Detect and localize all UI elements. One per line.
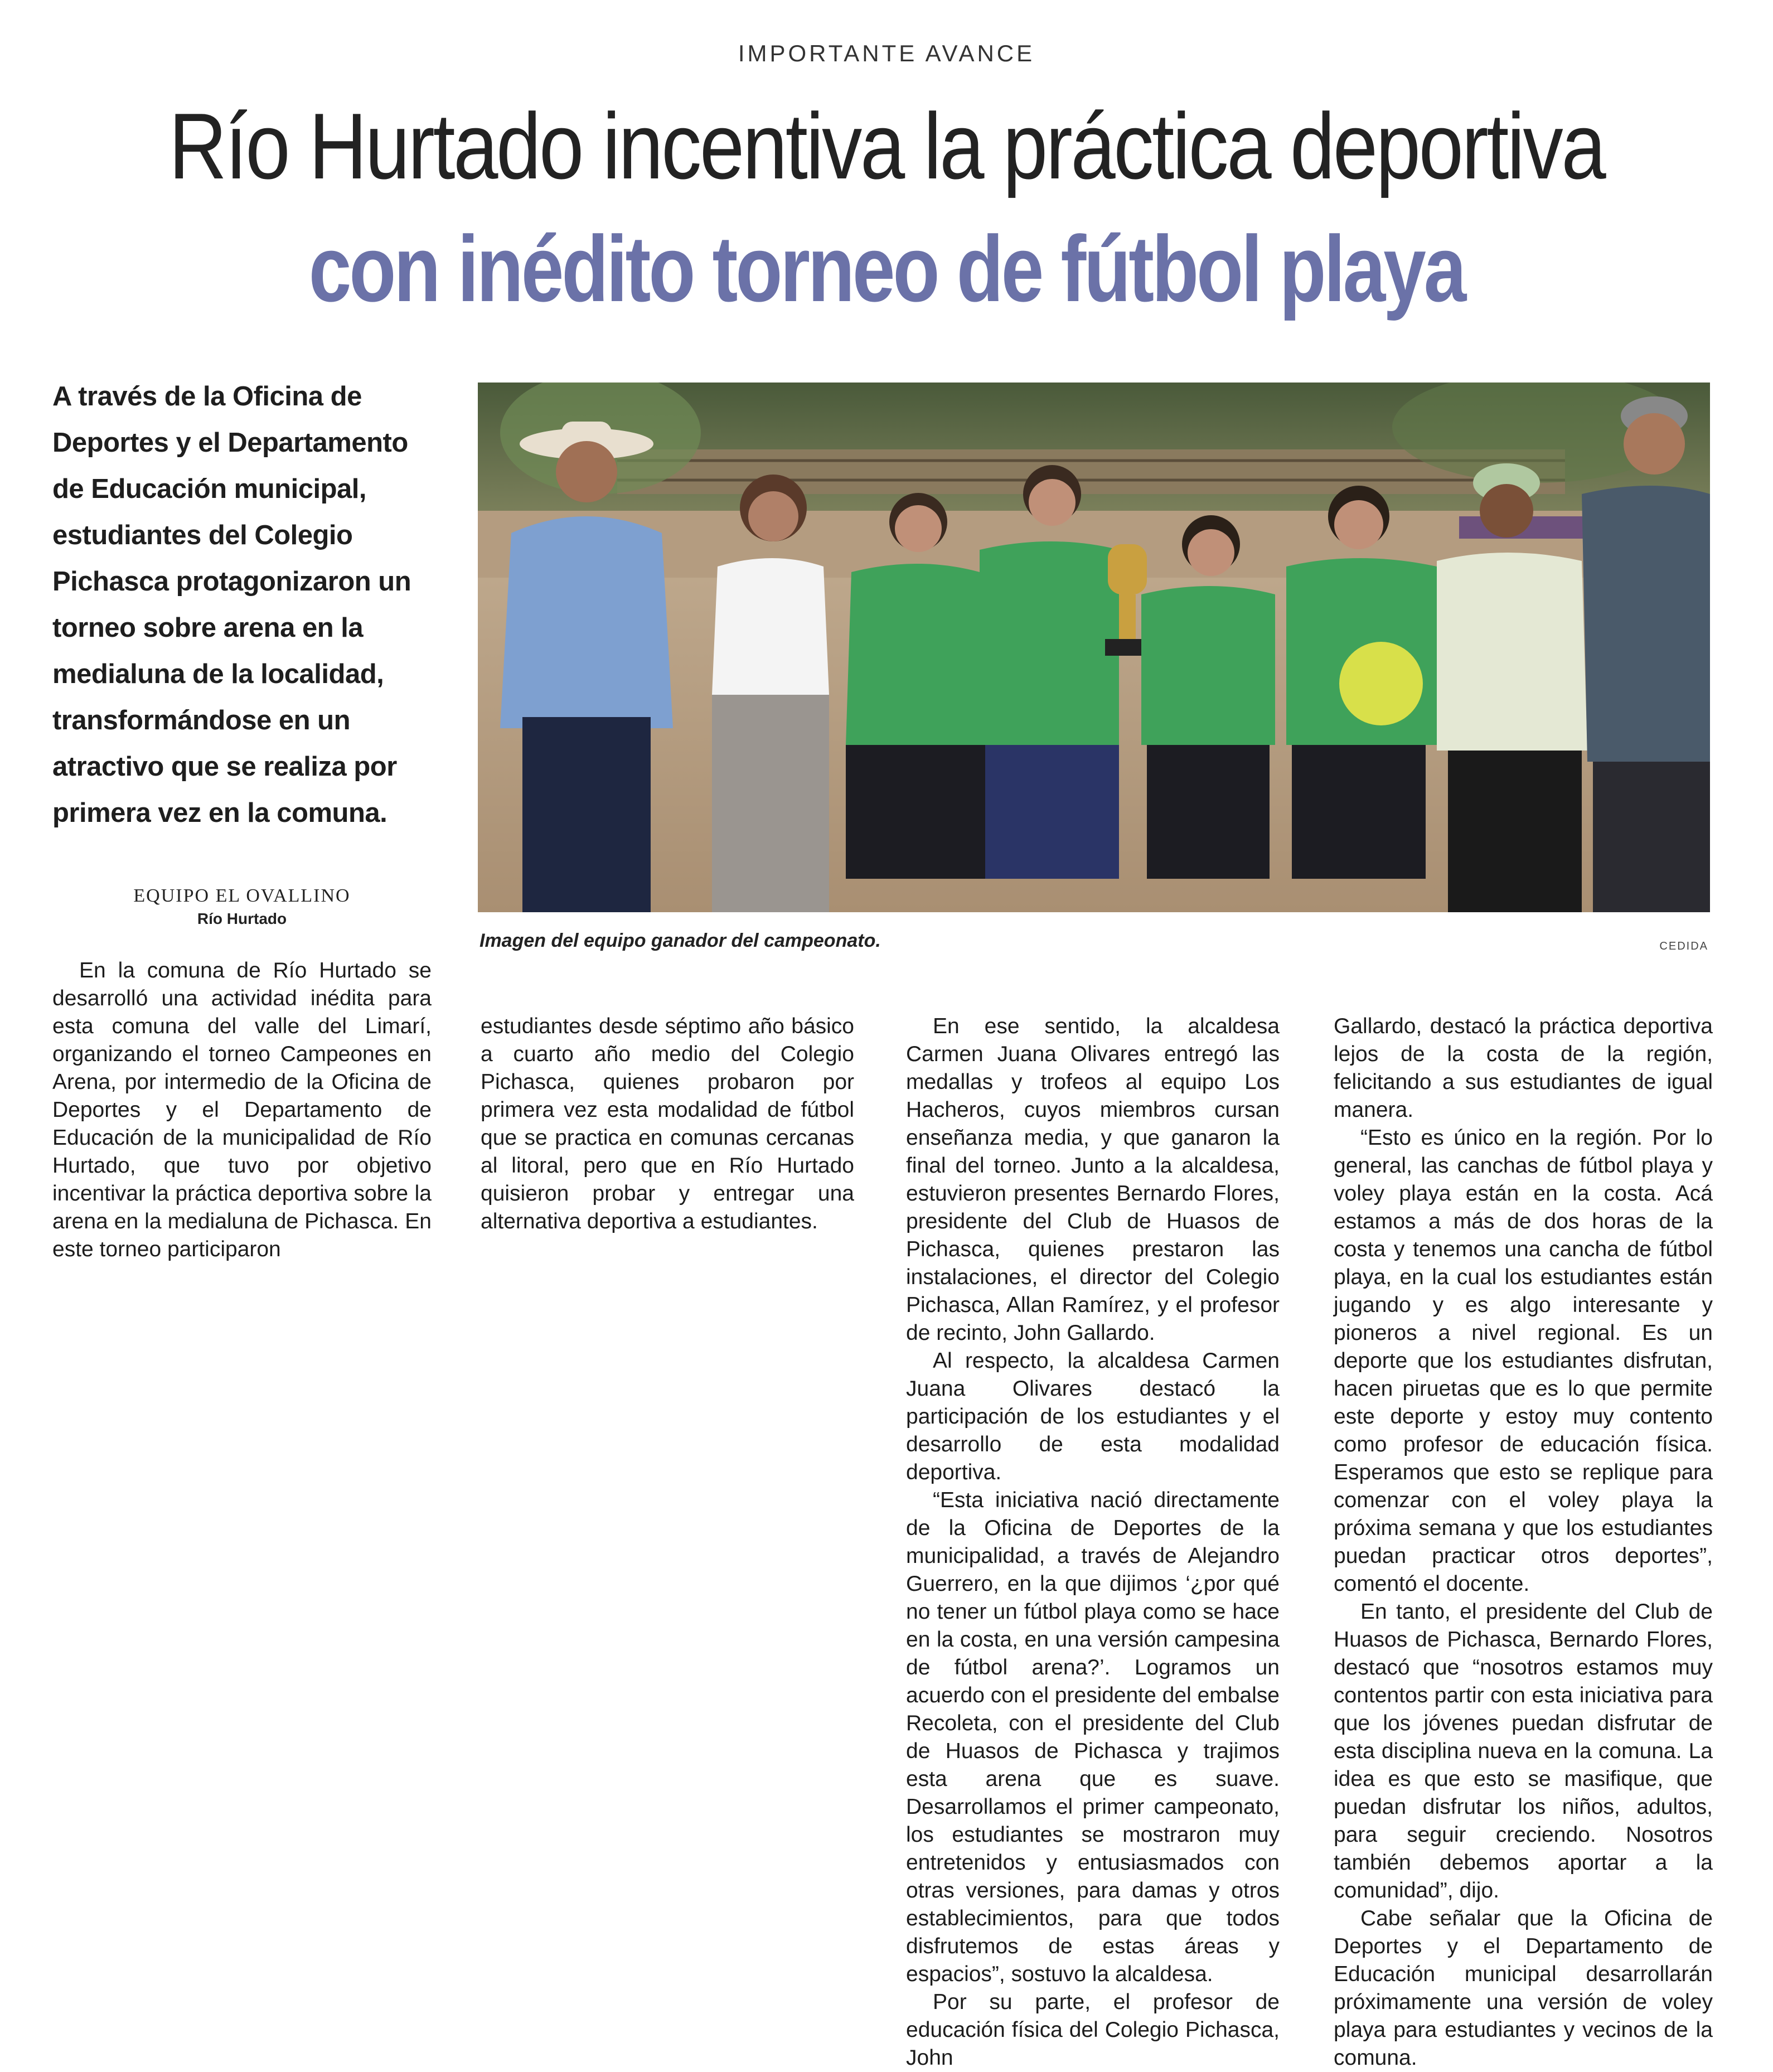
headline-line-2: con inédito torneo de fútbol playa	[308, 216, 1465, 321]
body-column-4	[1334, 1013, 1713, 2072]
body-paragraph: Cabe señalar que la Oficina de Deportes y el Departamento de Educación municipal desarrollarán próximamente una versión de voley playa para estudiantes y vecinos de la comuna.	[1334, 1906, 1713, 2070]
body-paragraph: “Esta iniciativa nació directamente de la Oficina de Deportes de la municipalidad, a través de Alejandro Guerrero, en la que dijimos ‘¿por qué no tener un fútbol playa como se hace en la costa, en una versión campesina de fútbol arena?’. Logramos un acuerdo con el presidente del embalse Recoleta, con el presidente del Club de Huasos de Pichasca y trajimos esta arena que es suave. Desarrollamos el primer campeonato, los estudiantes se mostraron muy entretenidos y entusiasmados con otras versiones, para damas y otros establecimientos, para que todos disfrutemos de estas áreas y espacios”, sostuvo la alcaldesa.	[906, 1488, 1280, 1986]
photo-credit: CEDIDA	[1659, 940, 1708, 952]
lede-paragraph: A través de la Oficina de Deportes y el Departamento de Educación municipal, estudiantes del Colegio Pichasca protagonizaron un torneo sobre arena en la medialuna de la localidad, transformándose en un atractivo que se realiza por primera vez en la comuna.	[52, 381, 411, 828]
body-column-3	[906, 1013, 1280, 2072]
headline-line-1: Río Hurtado incentiva la práctica deportiva	[168, 94, 1605, 199]
body-paragraph: En ese sentido, la alcaldesa Carmen Juana Olivares entregó las medallas y trofeos al equipo Los Hacheros, cuyos miembros cursan enseñanza media, y que ganaron la final del torneo. Junto a la alcaldesa, estuvieron presentes Bernardo Flores, presidente del Club de Huasos de Pichasca, quienes prestaron las instalaciones, el director del Colegio Pichasca, Allan Ramírez, y el profesor de recinto, John Gallardo.	[906, 1014, 1280, 1345]
byline	[52, 885, 432, 928]
team-photo	[478, 383, 1710, 912]
body-paragraph: En tanto, el presidente del Club de Huasos de Pichasca, Bernardo Flores, destacó que “nosotros estamos muy contentos partir con esta iniciativa para que los jóvenes puedan disfrutar de esta disciplina nueva en la comuna. La idea es que esto se masifique, que puedan disfrutar los niños, adultos, para seguir creciendo. Nosotros también debemos aportar a la comunidad”, dijo.	[1334, 1600, 1713, 1902]
byline-place: Río Hurtado	[197, 910, 287, 927]
section-kicker: IMPORTANTE AVANCE	[738, 40, 1035, 66]
body-paragraph: Gallardo, destacó la práctica deportiva lejos de la costa de la región, felicitando a sus estudiantes de igual manera.	[1334, 1014, 1713, 1122]
photo-caption: Imagen del equipo ganador del campeonato.	[479, 930, 881, 951]
body-paragraph: En la comuna de Río Hurtado se desarrolló una actividad inédita para esta comuna del valle del Limarí, organizando el torneo Campeones en Arena, por intermedio de la Oficina de Deportes y el Departamento de Educación de la municipalidad de Río Hurtado, que tuvo por objetivo incentivar la práctica deportiva sobre la arena en la medialuna de Pichasca. En este torneo participaron	[52, 958, 432, 1261]
body-column-1	[52, 957, 432, 1263]
body-paragraph: Por su parte, el profesor de educación física del Colegio Pichasca, John	[906, 1990, 1280, 2070]
body-column-2	[481, 1013, 854, 1236]
body-paragraph: Al respecto, la alcaldesa Carmen Juana Olivares destacó la participación de los estudiantes y el desarrollo de esta modalidad deportiva.	[906, 1349, 1280, 1484]
byline-author: EQUIPO EL OVALLINO	[133, 885, 351, 906]
body-paragraph: “Esto es único en la región. Por lo general, las canchas de fútbol playa y voley playa están en la costa. Acá estamos a más de dos horas de la costa y tenemos una cancha de fútbol playa, en la cual los estudiantes están jugando y es algo interesante y pioneros a nivel regional. Es un deporte que los estudiantes disfrutan, hacen piruetas que es lo que permite este deporte y estoy muy contento como profesor de educación física. Esperamos que esto se replique para comenzar con el voley playa la próxima semana y que los estudiantes puedan practicar otros deportes”, comentó el docente.	[1334, 1126, 1713, 1596]
body-paragraph: estudiantes desde séptimo año básico a cuarto año medio del Colegio Pichasca, quienes probaron por primera vez esta modalidad de fútbol que se practica en comunas cercanas al litoral, pero que en Río Hurtado quisieron probar y entregar una alternativa deportiva a estudiantes.	[481, 1014, 854, 1233]
